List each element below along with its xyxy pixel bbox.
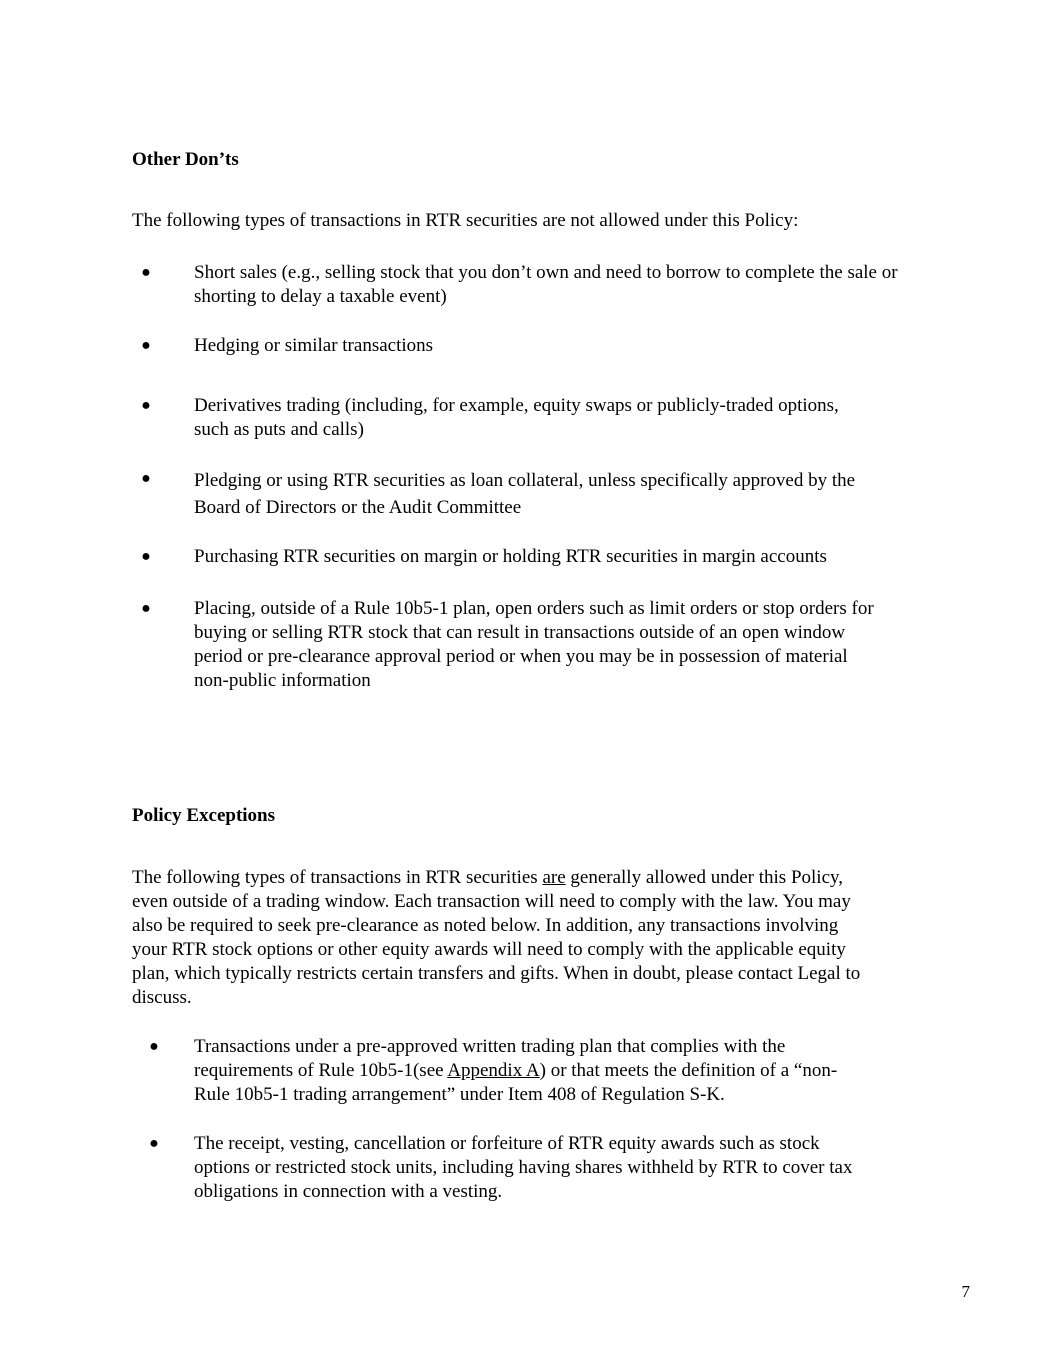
list-item <box>194 1132 852 1204</box>
bullet-icon: ● <box>141 397 151 414</box>
list-item-line: Hedging or similar transactions <box>194 335 434 356</box>
bullet-icon: ● <box>149 1038 159 1055</box>
paragraph-line: plan, which typically restricts certain transfers and gifts. When in doubt, please contact Legal to <box>132 963 861 984</box>
text-run: generally allowed under this Policy, <box>565 867 844 888</box>
list-item-line: shorting to delay a taxable event) <box>194 286 447 307</box>
text-run: ) or that meets the definition of a “non- <box>539 1060 838 1081</box>
text-run: The following types of transactions in RTR securities <box>132 867 543 888</box>
list-item <box>194 467 855 521</box>
list-item-line: Rule 10b5-1 trading arrangement” under Item 408 of Regulation S-K. <box>194 1084 725 1105</box>
underlined-text: are <box>542 867 566 888</box>
list-item-line: Derivatives trading (including, for example, equity swaps or publicly-traded options, <box>194 395 839 416</box>
list-item-line: options or restricted stock units, including having shares withheld by RTR to cover tax <box>194 1157 853 1178</box>
bullet-icon: ● <box>141 470 151 487</box>
list-item <box>194 394 839 442</box>
appendix-a-link[interactable]: Appendix A <box>447 1060 540 1081</box>
bullet-icon: ● <box>141 600 151 617</box>
list-item <box>194 545 827 569</box>
bullet-icon: ● <box>141 337 151 354</box>
paragraph-line <box>132 866 932 890</box>
paragraph-line: your RTR stock options or other equity awards will need to comply with the applicable equity <box>132 939 846 960</box>
list-item-line: Board of Directors or the Audit Committee <box>194 497 522 518</box>
list-item-line: non-public information <box>194 670 371 691</box>
section-heading-other-donts: Other Don’ts <box>132 149 239 170</box>
list-item-line: obligations in connection with a vesting. <box>194 1181 503 1202</box>
list-item-line: Purchasing RTR securities on margin or holding RTR securities in margin accounts <box>194 546 827 567</box>
list-item-line: Placing, outside of a Rule 10b5-1 plan, open orders such as limit orders or stop orders for <box>194 598 874 619</box>
list-item-line: Pledging or using RTR securities as loan collateral, unless specifically approved by the <box>194 470 856 491</box>
list-item-line: Transactions under a pre-approved written trading plan that complies with the <box>194 1036 786 1057</box>
paragraph-line: discuss. <box>132 987 192 1008</box>
section-heading-policy-exceptions: Policy Exceptions <box>132 805 276 826</box>
list-item <box>194 597 874 693</box>
paragraph-line: also be required to seek pre-clearance as noted below. In addition, any transactions involving <box>132 915 839 936</box>
list-item-line <box>194 1059 837 1083</box>
bullet-icon: ● <box>149 1135 159 1152</box>
text-run: requirements of Rule 10b5-1(see <box>194 1060 448 1081</box>
section-intro-other-donts: The following types of transactions in RTR securities are not allowed under this Policy: <box>132 210 799 231</box>
list-item-line: buying or selling RTR stock that can result in transactions outside of an open window <box>194 622 846 643</box>
paragraph-line: even outside of a trading window. Each transaction will need to comply with the law. You may <box>132 891 851 912</box>
list-item <box>194 1035 837 1107</box>
page-number: 7 <box>961 1282 970 1301</box>
bullet-icon: ● <box>141 548 151 565</box>
list-item <box>194 334 433 358</box>
list-item-line: period or pre-clearance approval period or when you may be in possession of material <box>194 646 848 667</box>
bullet-icon: ● <box>141 264 151 281</box>
list-item-line: The receipt, vesting, cancellation or forfeiture of RTR equity awards such as stock <box>194 1133 820 1154</box>
list-item <box>194 261 898 309</box>
list-item-line: such as puts and calls) <box>194 419 364 440</box>
section-intro-policy-exceptions <box>132 866 932 1010</box>
list-item-line: Short sales (e.g., selling stock that you don’t own and need to borrow to complete the sale or <box>194 262 898 283</box>
